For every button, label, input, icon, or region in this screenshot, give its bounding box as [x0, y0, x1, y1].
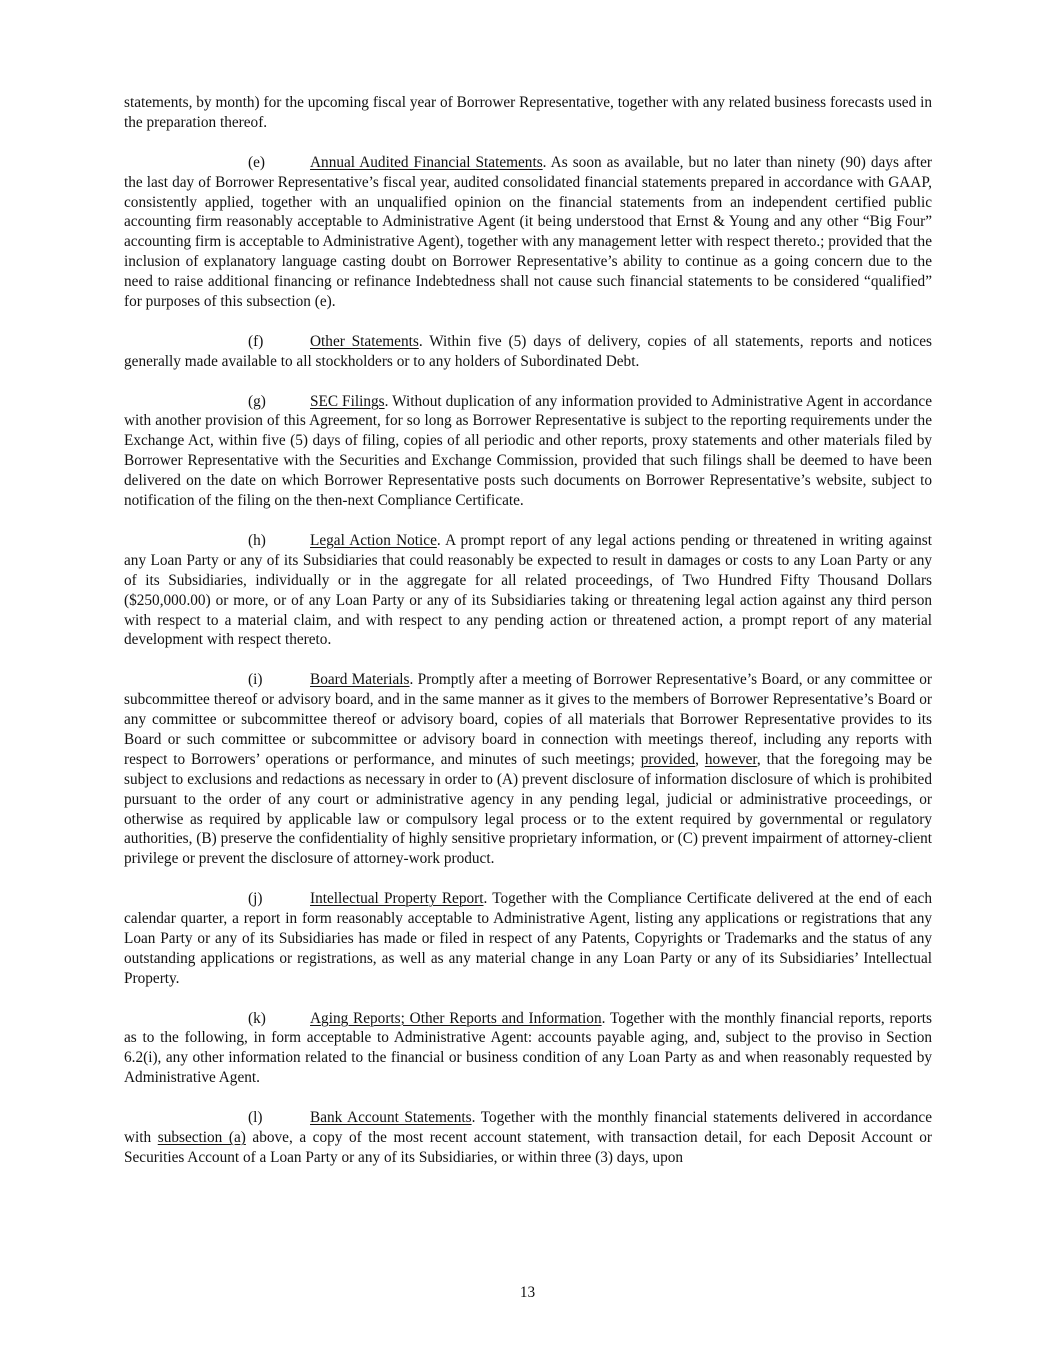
section-label: (i) [248, 671, 263, 689]
section-heading: Aging Reports; Other Reports and Information [310, 1009, 602, 1027]
section-body: . Without duplication of any information provided to Administrative Agent in accordance with another provision of this Agreement, for so long as Borrower Representative is subject to the reporting requirements under the Exchange Act, within five (5) days of filing, copies of all periodic and other reports, proxy statements and other materials filed by Borrower Representative with the Securities and Exchange Commission, provided that such filings shall be deemed to have been delivered on the date on which Borrower Representative posts such documents on Borrower Representative’s website, subject to notification of the filing on the then-next Compliance Certificate. [124, 392, 932, 510]
section-l [124, 1108, 932, 1168]
section-heading: SEC Filings [310, 392, 385, 410]
section-body-continued: , that the foregoing may be subject to exclusions and redactions as necessary in order to (A) prevent disclosure of information disclosure of which is prohibited pursuant to the order of any court or administrative agency in any pending legal, judicial or administrative proceedings, or otherwise as required by applicable law or compulsory legal process or to the extent required by governmental or regulatory authorities, (B) preserve the confidentiality of highly sensitive proprietary information, or (C) prevent impairment of attorney-client privilege or prevent the disclosure of attorney-work product. [124, 750, 932, 868]
section-heading: Board Materials [310, 671, 410, 689]
document-page [124, 93, 932, 1188]
section-e [124, 153, 932, 312]
section-body: . Together with the monthly financial statements delivered in accordance with [124, 1109, 932, 1146]
section-i [124, 670, 932, 869]
section-heading: Other Statements [310, 332, 419, 350]
section-label: (k) [248, 1009, 266, 1027]
section-body: . Together with the Compliance Certificate delivered at the end of each calendar quarter, a report in form reasonably acceptable to Administrative Agent, listing any applications or registrations that any Loan Party or any of its Subsidiaries has made or filed in respect of any Patents, Copyrights or Trademarks and the status of any outstanding applications or registrations, as well as any material change in any Loan Party or any of its Subsidiaries’ Intellectual Property. [124, 890, 932, 987]
section-label: (e) [248, 153, 265, 171]
section-label: (g) [248, 392, 266, 410]
section-body: . A prompt report of any legal actions pending or threatened in writing against any Loan Party or any of its Subsidiaries that could reasonably be expected to result in damages or costs to any Loan Party or any of its Subsidiaries, individually or in the aggregate for all related proceedings, of Two Hundred Fifty Thousand Dollars ($250,000.00) or more, or of any Loan Party or any of its Subsidiaries taking or threatening legal action against any third person with respect to a material claim, and with respect to any pending action or threatened action, a prompt report of any material development with respect thereto. [124, 531, 932, 649]
section-heading: Intellectual Property Report [310, 890, 484, 908]
section-heading: Annual Audited Financial Statements [310, 153, 543, 171]
section-body: . Promptly after a meeting of Borrower Representative’s Board, or any committee or subcommittee thereof or advisory board, and in the same manner as it gives to the members of Borrower Representative’s Board or any committee or subcommittee thereof or advisory board, copies of all materials that Borrower Representative provides to its Board or such committee or subcommittee or advisory board in connection with meetings thereof, including any reports with respect to Borrowers’ operations or performance, and minutes of such meetings; [124, 671, 932, 768]
section-label: (l) [248, 1109, 263, 1127]
section-h [124, 531, 932, 650]
section-label: (h) [248, 531, 266, 549]
section-body: . As soon as available, but no later than ninety (90) days after the last day of Borrower Representative’s fiscal year, audited consolidated financial statements prepared in accordance with GAAP, consistently applied, together with an unqualified opinion on the financial statements from an independent certified public accounting firm reasonably acceptable to Administrative Agent (it being understood that Ernst & Young and any other “Big Four” accounting firm is acceptable to Administrative Agent), together with any management letter with respect thereto.; provided that the inclusion of explanatory language casting doubt on Borrower Representative’s ability to continue as a going concern due to the need to raise additional financing or refinance Indebtedness shall not cause such financial statements to be considered “qualified” for purposes of this subsection (e). [124, 153, 932, 311]
section-body: . Together with the monthly financial reports, reports as to the following, in form acceptable to Administrative Agent: accounts payable aging, and, subject to the proviso in Section 6.2(i), any other information related to the financial or business condition of any Loan Party as and when reasonably requested by Administrative Agent. [124, 1009, 933, 1087]
section-j [124, 889, 932, 989]
intro-paragraph: statements, by month) for the upcoming fiscal year of Borrower Representative, together with any related business forecasts used in the preparation thereof. [124, 94, 932, 131]
page-number: 13 [519, 1284, 536, 1301]
provided-term: provided [640, 750, 696, 768]
section-f [124, 332, 932, 372]
section-label: (j) [248, 890, 263, 908]
section-body: . Within five (5) days of delivery, copies of all statements, reports and notices generally made available to all stockholders or to any holders of Subordinated Debt. [124, 332, 932, 370]
section-g [124, 392, 932, 511]
section-k [124, 1009, 932, 1089]
section-heading: Legal Action Notice [310, 531, 437, 549]
separator: , [695, 750, 705, 768]
subsection-a-reference: subsection (a) [157, 1129, 246, 1146]
section-body-continued: above, a copy of the most recent account statement, with transaction detail, for each Deposit Account or Securities Account of a Loan Party or any of its Subsidiaries, or within three (3) days, upon [124, 1129, 932, 1166]
however-term: however [704, 750, 757, 768]
section-label: (f) [248, 332, 264, 350]
section-heading: Bank Account Statements [310, 1109, 472, 1127]
